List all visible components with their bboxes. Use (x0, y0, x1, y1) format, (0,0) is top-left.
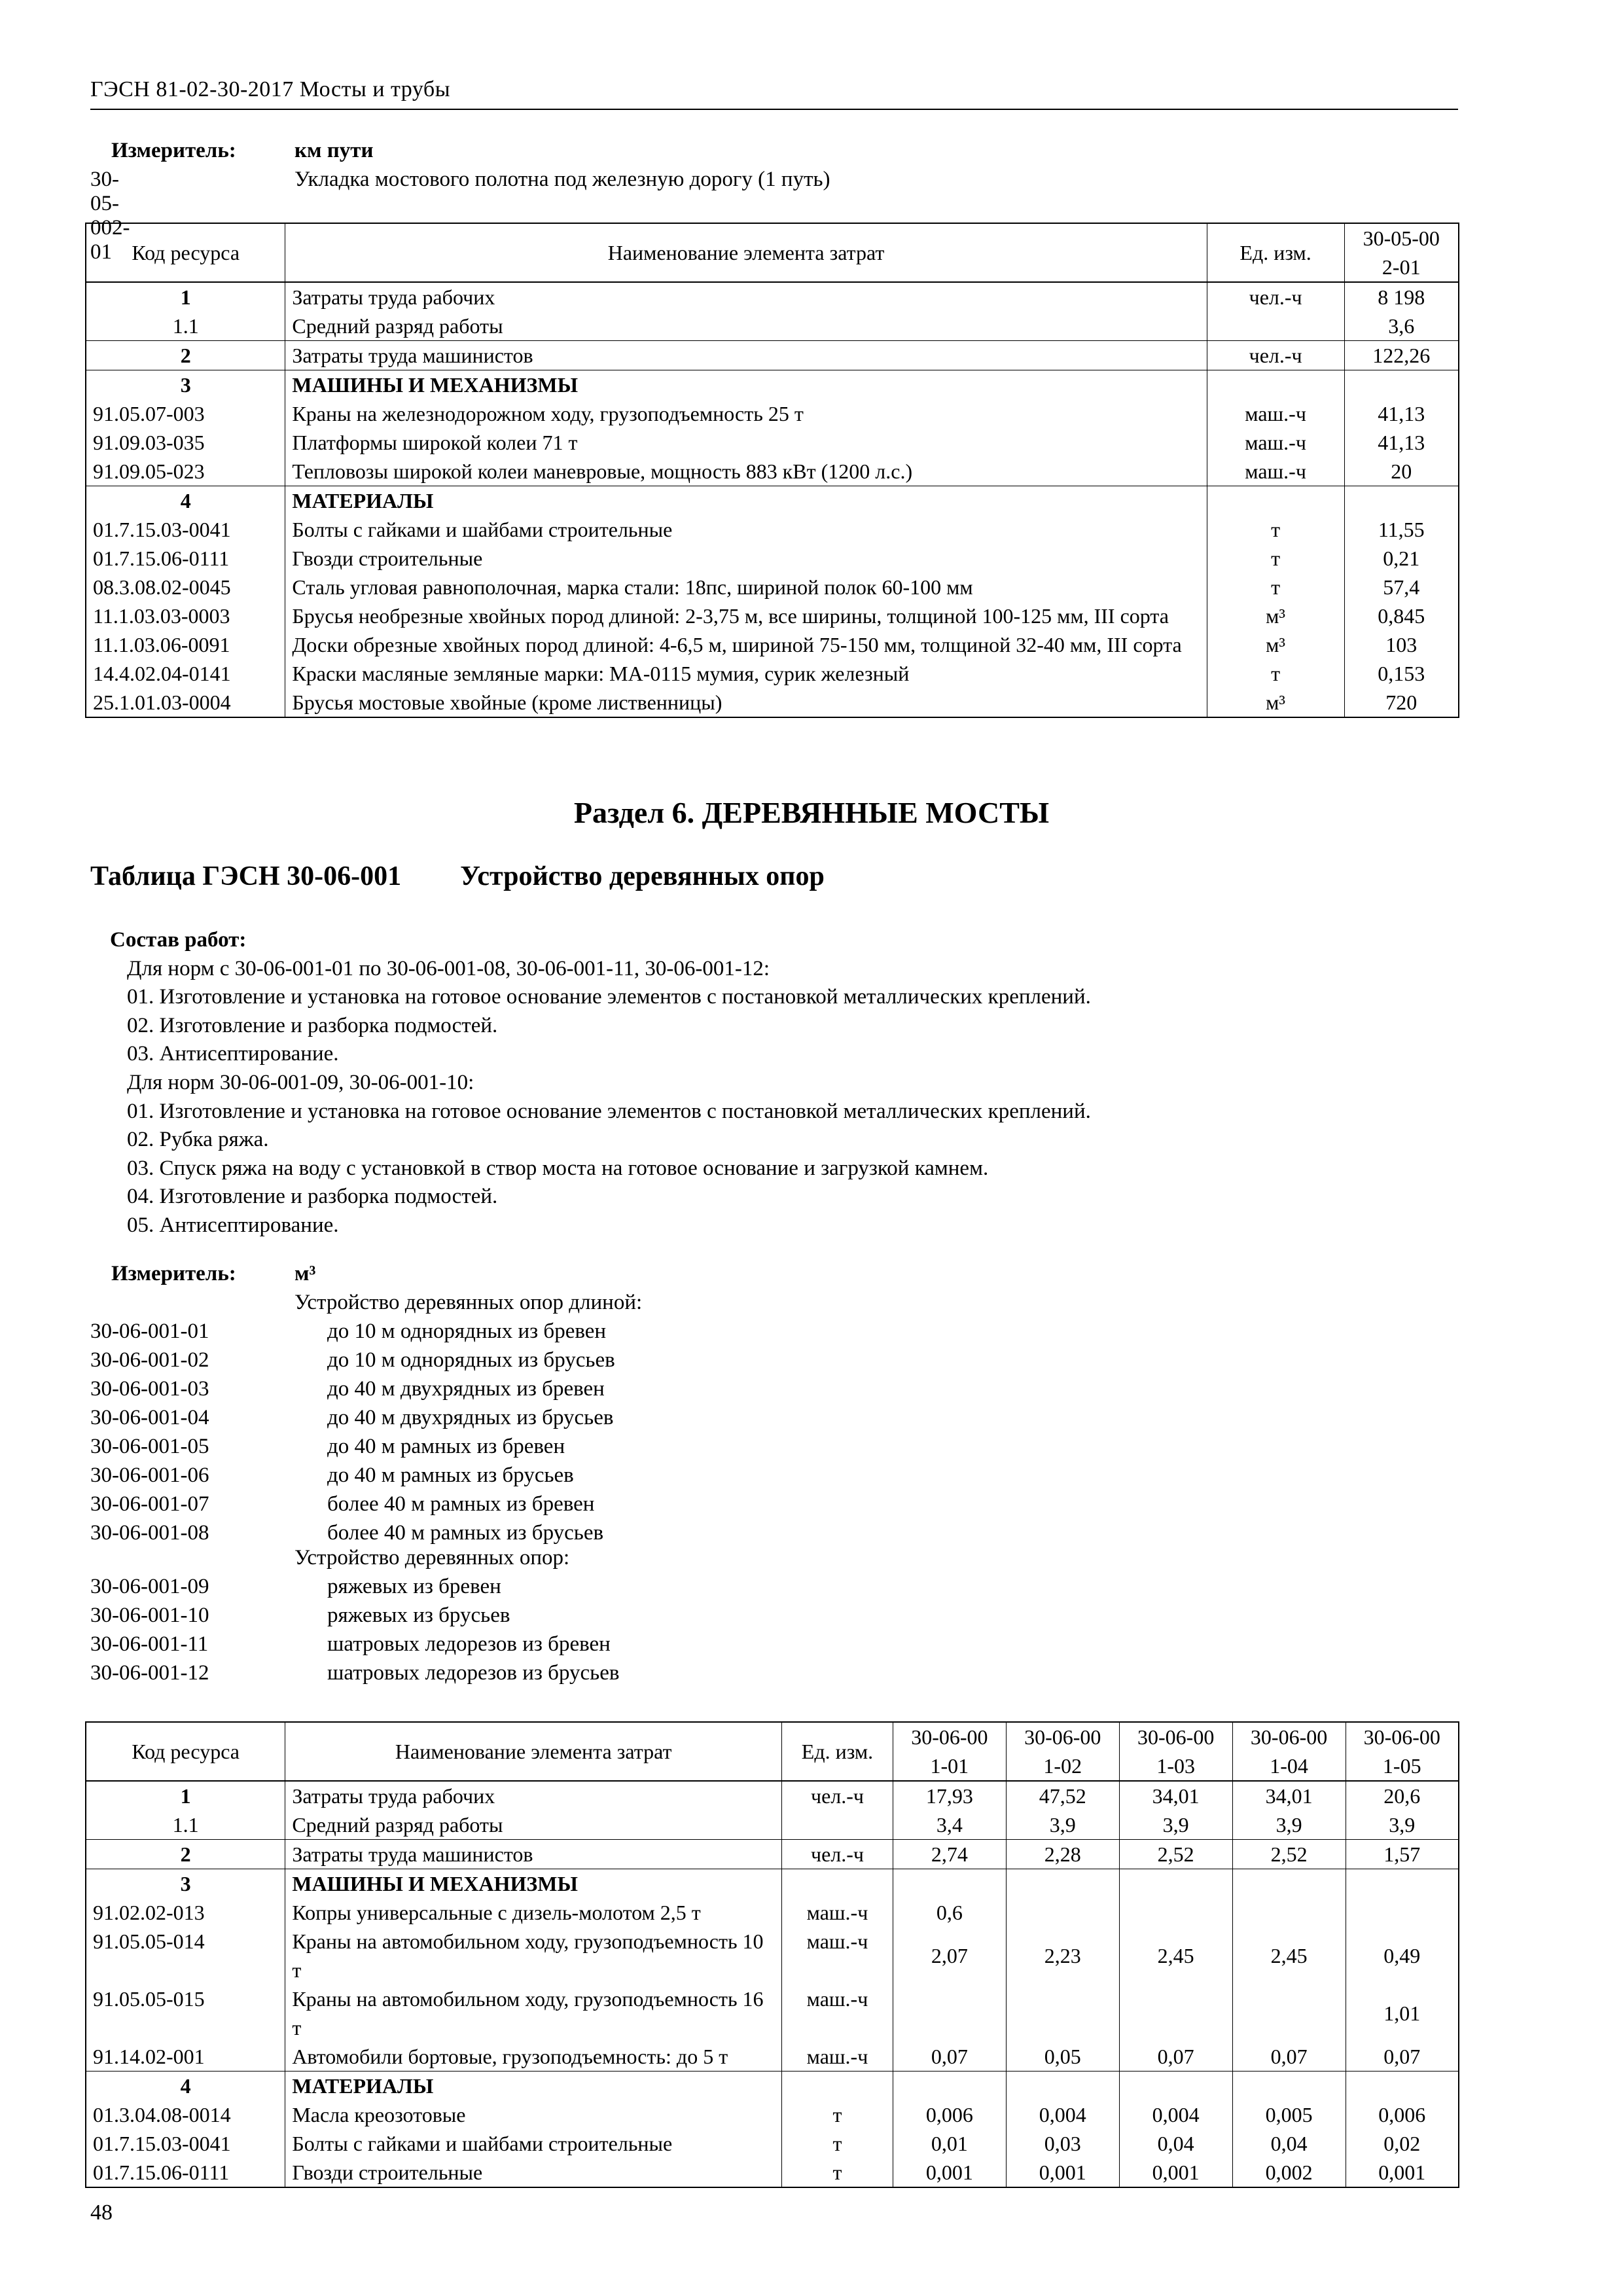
resource-unit: т (782, 2129, 893, 2158)
resource-code: 91.14.02-001 (86, 2042, 285, 2072)
resource-unit: маш.-ч (782, 2042, 893, 2072)
header-unit: Ед. изм. (782, 1722, 893, 1781)
norm-value: 0,6 (893, 1898, 1006, 1927)
norm-value (893, 1869, 1006, 1899)
meter-unit: км пути (294, 139, 374, 162)
norm-value: 2,52 (1232, 1840, 1346, 1869)
norm-value: 2,52 (1119, 1840, 1232, 1869)
norm-value (1119, 2072, 1232, 2101)
work-step: 01. Изготовление и установка на готовое основание элементов с постановкой металлических креплений. (127, 985, 1091, 1009)
resource-name: Доски обрезные хвойных пород длиной: 4-6,5 м, шириной 75-150 мм, толщиной 32-40 мм, III сорта (285, 630, 1207, 659)
resource-name: Брусья мостовые хвойные (кроме лиственницы) (285, 688, 1207, 717)
resource-unit (1207, 486, 1344, 516)
work-step: 01. Изготовление и установка на готовое основание элементов с постановкой металлических креплений. (127, 1099, 1091, 1123)
norm-code: 30-06-001-10 (90, 1604, 209, 1627)
norm-code: 30-06-001-08 (90, 1521, 209, 1545)
resource-code: 4 (86, 486, 285, 516)
norm-value: 57,4 (1344, 573, 1459, 601)
norm-value: 3,9 (1006, 1810, 1119, 1840)
header-name: Наименование элемента затрат (285, 1722, 782, 1781)
resource-name: МАТЕРИАЛЫ (285, 486, 1207, 516)
resource-code: 1.1 (86, 1810, 285, 1840)
header-name: Наименование элемента затрат (285, 223, 1207, 282)
norm-value: 41,13 (1344, 399, 1459, 428)
norm-value (1232, 1898, 1346, 1927)
table-row (86, 1840, 1459, 1869)
resource-code: 91.05.07-003 (86, 399, 285, 428)
header-rule (90, 109, 1458, 110)
resource-unit: т (782, 2158, 893, 2187)
norm-list-item (90, 1435, 565, 1459)
norm-group-title: Устройство деревянных опор: (294, 1546, 570, 1570)
resource-code: 2 (86, 341, 285, 370)
table-row (86, 312, 1459, 341)
resource-name: Гвозди строительные (285, 2158, 782, 2187)
work-step: 02. Рубка ряжа. (127, 1128, 269, 1152)
norm-description: до 40 м двухрядных из брусьев (327, 1406, 614, 1429)
header-unit: Ед. изм. (1207, 223, 1344, 282)
norm-value: 0,07 (893, 2042, 1006, 2072)
norm-value: 34,01 (1232, 1781, 1346, 1810)
table-row (86, 2042, 1459, 2072)
norm-value: 41,13 (1344, 428, 1459, 457)
norm-value (1344, 486, 1459, 516)
norm-description: Укладка мостового полотна под железную дорогу (1 путь) (294, 168, 830, 191)
norm-value: 0,07 (1119, 2042, 1232, 2072)
table-row (86, 1810, 1459, 1840)
header-norm (1232, 1722, 1346, 1781)
norm-value (1232, 1984, 1346, 2042)
norm-code: 30-06-001-12 (90, 1661, 209, 1685)
resource-code: 1 (86, 282, 285, 312)
resource-name: Гвозди строительные (285, 544, 1207, 573)
resource-name: МАТЕРИАЛЫ (285, 2072, 782, 2101)
norm-value: 8 198 (1344, 282, 1459, 312)
resource-name: Платформы широкой колеи 71 т (285, 428, 1207, 457)
table-row (86, 399, 1459, 428)
norm-value: 0,04 (1119, 2129, 1232, 2158)
resource-unit (1207, 370, 1344, 400)
header-norm (1006, 1722, 1119, 1781)
resource-name: Болты с гайками и шайбами строительные (285, 2129, 782, 2158)
table-title-name: Устройство деревянных опор (460, 861, 825, 891)
norm-value: 3,4 (893, 1810, 1006, 1840)
header-code: Код ресурса (86, 1722, 285, 1781)
resource-code: 01.7.15.06-0111 (86, 544, 285, 573)
resource-unit: т (1207, 515, 1344, 544)
resource-unit: маш.-ч (782, 1898, 893, 1927)
norm-list-item (90, 1492, 595, 1516)
resource-unit (782, 1869, 893, 1899)
norm-value: 3,9 (1346, 1810, 1459, 1840)
table-row (86, 1927, 1459, 1984)
norm-value: 720 (1344, 688, 1459, 717)
resource-unit (782, 1810, 893, 1840)
table-row (86, 1984, 1459, 2042)
norm-code: 30-06-001-03 (90, 1377, 209, 1401)
resource-code: 91.09.03-035 (86, 428, 285, 457)
resource-unit: чел.-ч (782, 1840, 893, 1869)
norm-description: до 40 м рамных из брусьев (327, 1463, 574, 1487)
header-norm-text: 30-06-001-05 (1363, 1725, 1440, 1778)
resource-code: 25.1.01.03-0004 (86, 688, 285, 717)
work-step: 05. Антисептирование. (127, 1213, 339, 1237)
header-norm-text: 30-06-001-03 (1137, 1725, 1215, 1778)
resource-unit: чел.-ч (782, 1781, 893, 1810)
table-title-code: Таблица ГЭСН 30-06-001 (90, 861, 402, 891)
resource-name: МАШИНЫ И МЕХАНИЗМЫ (285, 370, 1207, 400)
table-row (86, 486, 1459, 516)
meter-label: Измеритель: (111, 1262, 236, 1285)
work-step: 02. Изготовление и разборка подмостей. (127, 1013, 498, 1037)
norm-value: 0,07 (1232, 2042, 1346, 2072)
norm-value: 17,93 (893, 1781, 1006, 1810)
norm-code: 30-06-001-04 (90, 1406, 209, 1429)
resource-name: Затраты труда машинистов (285, 1840, 782, 1869)
resource-unit: т (1207, 573, 1344, 601)
norm-value: 0,153 (1344, 659, 1459, 688)
resource-name: Средний разряд работы (285, 1810, 782, 1840)
norm-value: 1,01 (1346, 1984, 1459, 2042)
header-norm-text: 30-06-001-02 (1024, 1725, 1101, 1778)
header-norm (1346, 1722, 1459, 1781)
resource-name: Тепловозы широкой колеи маневровые, мощность 883 кВт (1200 л.с.) (285, 457, 1207, 486)
resource-name: Болты с гайками и шайбами строительные (285, 515, 1207, 544)
resource-unit: м³ (1207, 601, 1344, 630)
resource-name: Средний разряд работы (285, 312, 1207, 341)
norm-value (1344, 370, 1459, 400)
norm-value: 0,004 (1006, 2100, 1119, 2129)
norm-value: 0,02 (1346, 2129, 1459, 2158)
resource-code: 01.7.15.03-0041 (86, 2129, 285, 2158)
norm-description: более 40 м рамных из бревен (327, 1492, 595, 1516)
norm-value: 0,002 (1232, 2158, 1346, 2187)
norm-value: 2,28 (1006, 1840, 1119, 1869)
norm-value: 0,001 (1346, 2158, 1459, 2187)
header-norm-text: 30-06-001-01 (911, 1725, 988, 1778)
resource-name: Краны на автомобильном ходу, грузоподъемность 16 т (285, 1984, 782, 2042)
table-row (86, 341, 1459, 370)
norm-list-item (90, 1575, 501, 1599)
norm-value: 0,05 (1006, 2042, 1119, 2072)
norm-code: 30-06-001-02 (90, 1348, 209, 1372)
resource-code: 14.4.02.04-0141 (86, 659, 285, 688)
work-step: 03. Спуск ряжа на воду с установкой в створ моста на готовое основание и загрузкой камнем. (127, 1156, 989, 1180)
table-row (86, 601, 1459, 630)
norm-value: 47,52 (1006, 1781, 1119, 1810)
table-row (86, 370, 1459, 400)
resource-unit: маш.-ч (782, 1927, 893, 1984)
resource-unit (782, 2072, 893, 2101)
header-norm-text: 30-06-001-04 (1250, 1725, 1328, 1778)
norm-value: 20 (1344, 457, 1459, 486)
resource-unit: чел.-ч (1207, 282, 1344, 312)
norm-list-item (90, 1348, 615, 1372)
resource-unit: маш.-ч (1207, 399, 1344, 428)
resource-code: 01.7.15.06-0111 (86, 2158, 285, 2187)
norm-value (1119, 1984, 1232, 2042)
table-row (86, 2158, 1459, 2187)
norm-value: 0,006 (1346, 2100, 1459, 2129)
page-number: 48 (90, 2200, 113, 2225)
norm-value: 2,45 (1119, 1927, 1232, 1984)
norm-value: 11,55 (1344, 515, 1459, 544)
norm-value: 3,6 (1344, 312, 1459, 341)
table-title (90, 861, 825, 892)
resource-unit: м³ (1207, 688, 1344, 717)
norm-code: 30-05-002-01 (90, 168, 130, 264)
resource-code: 3 (86, 370, 285, 400)
table-row (86, 544, 1459, 573)
norm-value: 0,01 (893, 2129, 1006, 2158)
norm-value: 0,49 (1346, 1927, 1459, 1984)
norm-value (893, 2072, 1006, 2101)
norm-description: более 40 м рамных из брусьев (327, 1521, 604, 1545)
norm-value: 0,07 (1346, 2042, 1459, 2072)
norm-description: шатровых ледорезов из брусьев (327, 1661, 620, 1685)
norm-value: 0,21 (1344, 544, 1459, 573)
norm-list-item (90, 1632, 611, 1657)
table-row (86, 1781, 1459, 1810)
norm-value: 122,26 (1344, 341, 1459, 370)
resource-unit: м³ (1207, 630, 1344, 659)
header-norm (1119, 1722, 1232, 1781)
norm-code: 30-06-001-11 (90, 1632, 209, 1656)
norm-code: 30-06-001-01 (90, 1319, 209, 1343)
norm-code: 30-06-001-06 (90, 1463, 209, 1487)
resource-name: Затраты труда рабочих (285, 1781, 782, 1810)
resource-unit: маш.-ч (1207, 428, 1344, 457)
norm-description: до 40 м двухрядных из бревен (327, 1377, 605, 1401)
norm-value: 0,006 (893, 2100, 1006, 2129)
norm-value: 3,9 (1119, 1810, 1232, 1840)
norm-description: ряжевых из брусьев (327, 1604, 510, 1627)
norm-value (1119, 1869, 1232, 1899)
resource-table-1 (85, 223, 1459, 718)
norm-description: до 40 м рамных из бревен (327, 1435, 565, 1458)
norm-code: 30-06-001-05 (90, 1435, 209, 1458)
resource-name: Краны на автомобильном ходу, грузоподъемность 10 т (285, 1927, 782, 1984)
section-title: Раздел 6. ДЕРЕВЯННЫЕ МОСТЫ (573, 796, 1050, 829)
table-row (86, 2100, 1459, 2129)
norm-value: 0,04 (1232, 2129, 1346, 2158)
norm-group-title: Устройство деревянных опор длиной: (294, 1291, 643, 1314)
norm-list-item (90, 1463, 574, 1488)
norm-value: 0,03 (1006, 2129, 1119, 2158)
norm-value (1232, 1869, 1346, 1899)
table-row (86, 515, 1459, 544)
norm-value: 0,001 (1006, 2158, 1119, 2187)
table-row (86, 630, 1459, 659)
resource-name: Затраты труда рабочих (285, 282, 1207, 312)
norm-value: 3,9 (1232, 1810, 1346, 1840)
resource-name: Краны на железнодорожном ходу, грузоподъемность 25 т (285, 399, 1207, 428)
resource-unit: т (1207, 544, 1344, 573)
work-step: Для норм 30-06-001-09, 30-06-001-10: (127, 1070, 474, 1094)
norm-value (1006, 2072, 1119, 2101)
norm-description: до 10 м однорядных из бревен (327, 1319, 607, 1343)
norm-description: ряжевых из бревен (327, 1575, 501, 1598)
norm-list-item (90, 1406, 614, 1430)
resource-code: 2 (86, 1840, 285, 1869)
resource-code: 01.3.04.08-0014 (86, 2100, 285, 2129)
norm-value (1006, 1869, 1119, 1899)
resource-name: Автомобили бортовые, грузоподъемность: до 5 т (285, 2042, 782, 2072)
norm-value: 2,74 (893, 1840, 1006, 1869)
table-row (86, 282, 1459, 312)
norm-description: шатровых ледорезов из бревен (327, 1632, 611, 1656)
norm-code: 30-06-001-07 (90, 1492, 209, 1516)
work-step: Для норм с 30-06-001-01 по 30-06-001-08, 30-06-001-11, 30-06-001-12: (127, 956, 770, 980)
norm-value (893, 1984, 1006, 2042)
resource-code: 1 (86, 1781, 285, 1810)
resource-code: 91.05.05-014 (86, 1927, 285, 1984)
running-header: ГЭСН 81-02-30-2017 Мосты и трубы (90, 77, 451, 101)
resource-name: Затраты труда машинистов (285, 341, 1207, 370)
norm-value (1006, 1898, 1119, 1927)
resource-unit: т (782, 2100, 893, 2129)
meter-unit: м³ (294, 1262, 316, 1285)
norm-list-item (90, 1521, 604, 1545)
table-row (86, 659, 1459, 688)
resource-unit (1207, 312, 1344, 341)
meter-label: Измеритель: (111, 139, 236, 162)
norm-value (1346, 1898, 1459, 1927)
resource-code: 91.05.05-015 (86, 1984, 285, 2042)
work-composition (110, 926, 1091, 1240)
resource-unit: маш.-ч (1207, 457, 1344, 486)
norm-value: 0,001 (1119, 2158, 1232, 2187)
norm-value: 0,004 (1119, 2100, 1232, 2129)
norm-list-item (90, 1319, 607, 1344)
resource-name: МАШИНЫ И МЕХАНИЗМЫ (285, 1869, 782, 1899)
norm-description: до 10 м однорядных из брусьев (327, 1348, 615, 1372)
norm-value: 0,005 (1232, 2100, 1346, 2129)
header-code: Код ресурса (86, 223, 285, 282)
resource-code: 1.1 (86, 312, 285, 341)
resource-code: 4 (86, 2072, 285, 2101)
table-row (86, 573, 1459, 601)
resource-name: Краски масляные земляные марки: МА-0115 мумия, сурик железный (285, 659, 1207, 688)
norm-value: 103 (1344, 630, 1459, 659)
resource-name: Масла креозотовые (285, 2100, 782, 2129)
resource-code: 01.7.15.03-0041 (86, 515, 285, 544)
norm-value: 2,07 (893, 1927, 1006, 1984)
resource-name: Брусья необрезные хвойных пород длиной: 2-3,75 м, все ширины, толщиной 100-125 мм, III сорта (285, 601, 1207, 630)
norm-value: 0,001 (893, 2158, 1006, 2187)
resource-name: Сталь угловая равнополочная, марка стали: 18пс, шириной полок 60-100 мм (285, 573, 1207, 601)
resource-code: 11.1.03.06-0091 (86, 630, 285, 659)
norm-value (1346, 2072, 1459, 2101)
table-row (86, 1869, 1459, 1899)
norm-value: 20,6 (1346, 1781, 1459, 1810)
resource-code: 91.02.02-013 (86, 1898, 285, 1927)
norm-list-item (90, 1604, 510, 1628)
norm-value (1232, 2072, 1346, 2101)
resource-name: Копры универсальные с дизель-молотом 2,5 т (285, 1898, 782, 1927)
norm-value: 0,845 (1344, 601, 1459, 630)
norm-code: 30-06-001-09 (90, 1575, 209, 1598)
norm-value: 34,01 (1119, 1781, 1232, 1810)
resource-code: 11.1.03.03-0003 (86, 601, 285, 630)
resource-code: 08.3.08.02-0045 (86, 573, 285, 601)
table-row (86, 1898, 1459, 1927)
resource-unit: маш.-ч (782, 1984, 893, 2042)
table-row (86, 428, 1459, 457)
resource-table-2 (85, 1721, 1459, 2188)
resource-unit: т (1207, 659, 1344, 688)
work-composition-title: Состав работ: (110, 928, 247, 952)
table-row (86, 457, 1459, 486)
header-norm-text: 30-05-002-01 (1363, 226, 1440, 279)
table-row (86, 2072, 1459, 2101)
table-row (86, 2129, 1459, 2158)
norm-list-item (90, 1377, 605, 1401)
resource-code: 3 (86, 1869, 285, 1899)
norm-value: 2,45 (1232, 1927, 1346, 1984)
norm-value (1346, 1869, 1459, 1899)
resource-code: 91.09.05-023 (86, 457, 285, 486)
norm-value (1119, 1898, 1232, 1927)
table-row (86, 688, 1459, 717)
resource-unit: чел.-ч (1207, 341, 1344, 370)
header-norm (893, 1722, 1006, 1781)
header-norm (1344, 223, 1459, 282)
norm-value: 2,23 (1006, 1927, 1119, 1984)
norm-value (1006, 1984, 1119, 2042)
work-step: 04. Изготовление и разборка подмостей. (127, 1185, 498, 1209)
norm-list-item (90, 1661, 620, 1685)
work-step: 03. Антисептирование. (127, 1042, 339, 1066)
norm-value: 1,57 (1346, 1840, 1459, 1869)
